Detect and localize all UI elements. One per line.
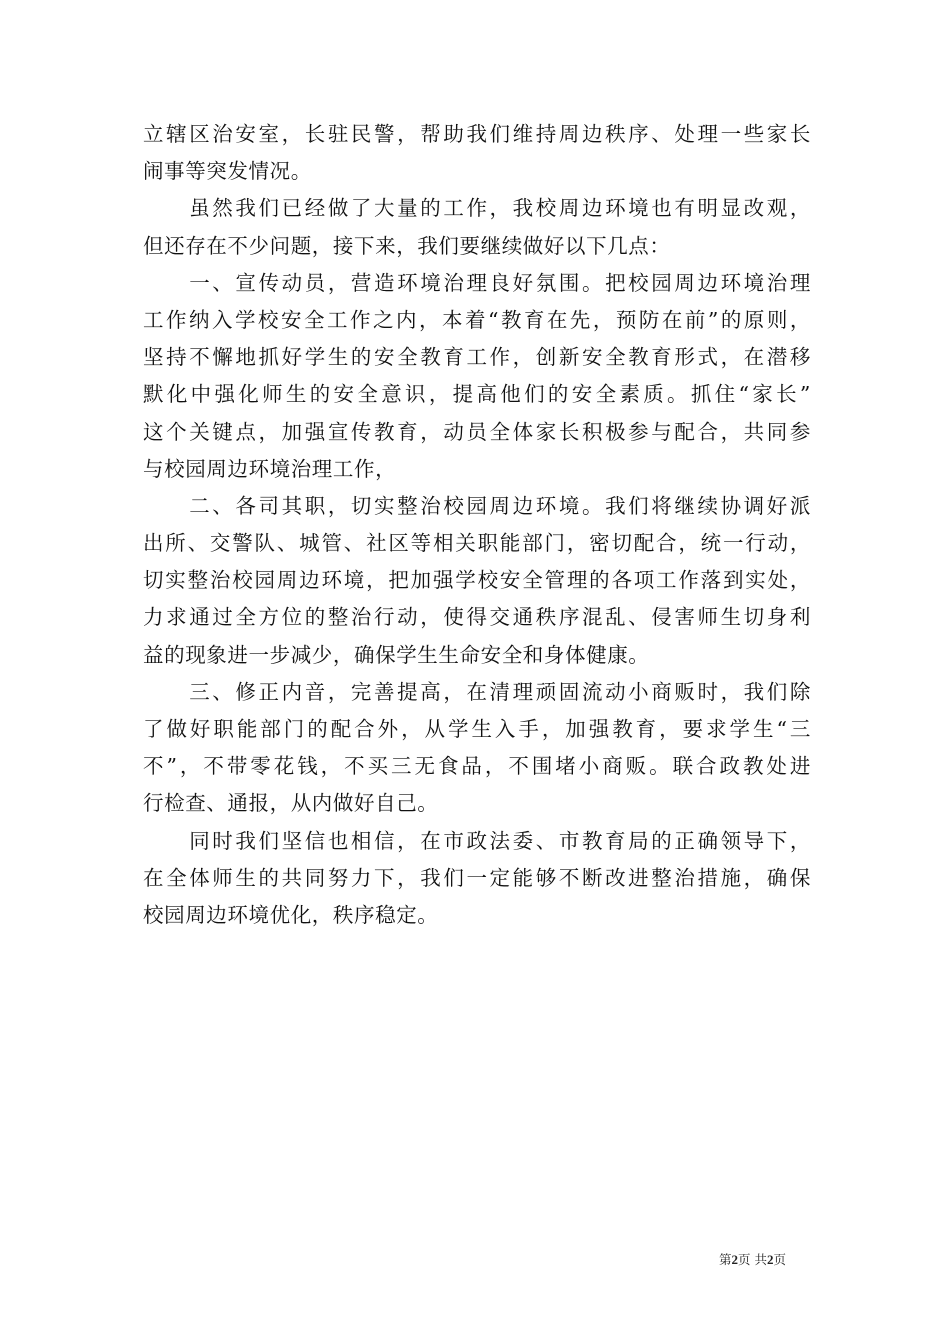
text-line: 出所、交警队、城管、社区等相关职能部门，密切配合，统一行动， (143, 531, 811, 556)
text-line: 虽然我们已经做了大量的工作，我校周边环境也有明显改观， (143, 196, 811, 221)
text-line: 立辖区治安室，长驻民警，帮助我们维持周边秩序、处理一些家长 (143, 122, 811, 146)
text-line: 校园周边环境优化，秩序稳定。 (143, 902, 439, 927)
text-line: 但还存在不少问题，接下来，我们要继续做好以下几点： (143, 233, 671, 258)
text-line: 切实整治校园周边环境，把加强学校安全管理的各项工作落到实处， (143, 568, 811, 593)
text-line: 了做好职能部门的配合外，从学生入手，加强教育，要求学生“三 (143, 717, 811, 741)
text-line: 坚持不懈地抓好学生的安全教育工作，创新安全教育形式，在潜移 (143, 345, 811, 370)
footer-prefix: 第 (719, 1252, 732, 1267)
footer-middle: 页 共 (738, 1252, 767, 1267)
text-line: 这个关键点，加强宣传教育，动员全体家长积极参与配合，共同参 (143, 419, 811, 444)
text-line: 在全体师生的共同努力下，我们一定能够不断改进整治措施，确保 (143, 865, 811, 890)
page-footer (719, 1250, 786, 1268)
body-text (143, 116, 811, 934)
text-line: 益的现象进一步减少，确保学生生命安全和身体健康。 (143, 642, 650, 667)
text-line: 三、修正内音，完善提高，在清理顽固流动小商贩时，我们除 (143, 679, 811, 704)
text-line: 与校园周边环境治理工作， (143, 456, 397, 481)
text-line: 力求通过全方位的整治行动，使得交通秩序混乱、侵害师生切身利 (143, 605, 811, 630)
page-number: 2 (731, 1252, 739, 1267)
total-pages: 2 (767, 1252, 774, 1267)
text-line: 同时我们坚信也相信，在市政法委、市教育局的正确领导下， (143, 828, 811, 853)
footer-suffix: 页 (773, 1252, 787, 1267)
text-line: 工作纳入学校安全工作之内，本着“教育在先，预防在前”的原则， (143, 307, 811, 332)
text-line: 行检查、通报，从内做好自己。 (143, 791, 439, 816)
text-line: 闹事等突发情况。 (143, 159, 312, 184)
text-line: 不”，不带零花钱，不买三无食品，不围堵小商贩。联合政教处进 (143, 754, 811, 779)
text-line: 一、宣传动员，营造环境治理良好氛围。把校园周边环境治理 (143, 270, 811, 295)
text-line: 默化中强化师生的安全意识，提高他们的安全素质。抓住“家长” (143, 382, 811, 407)
text-line: 二、各司其职，切实整治校园周边环境。我们将继续协调好派 (143, 493, 811, 518)
